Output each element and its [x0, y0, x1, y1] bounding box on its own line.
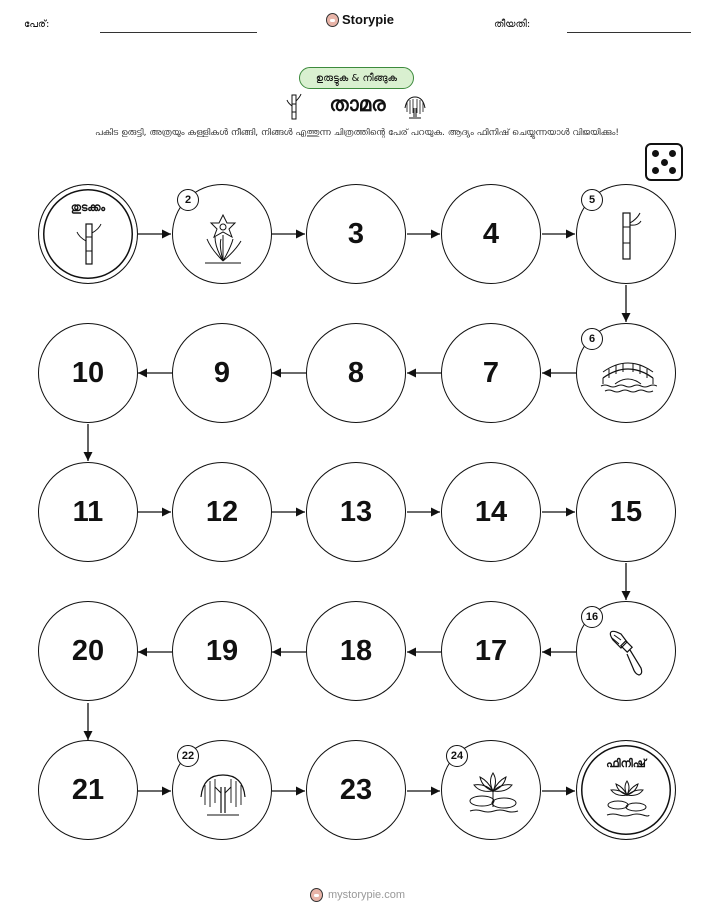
cell-number: 8	[347, 356, 365, 389]
cell-number: 23	[339, 773, 373, 806]
board-cell-4	[441, 184, 541, 284]
cell-number: 6	[581, 328, 603, 350]
board-cell-3	[306, 184, 406, 284]
cell-number: 5	[581, 189, 603, 211]
board-cell-19	[172, 601, 272, 701]
cell-number: 22	[177, 745, 199, 767]
cell-number: 20	[71, 634, 105, 667]
bamboo-icon	[74, 221, 104, 265]
lotus-icon	[466, 769, 520, 815]
cell-number: 14	[474, 495, 508, 528]
cell-number: 9	[213, 356, 231, 389]
cell-number: 11	[72, 495, 104, 528]
board-cell-18	[306, 601, 406, 701]
board-cell-8	[306, 323, 406, 423]
instructions: പകിട ഉരുട്ടി, അത്രയും കള്ളികൾ നീങ്ങി, നിങ്ങൾ എത്തുന്ന ചിത്രത്തിന്റെ പേര് പറയുക. ആദ്യം ഫിനിഷ് ചെയ്യുന്നയാൾ വിജയിക്കും!	[95, 128, 619, 138]
cell-number: 4	[482, 217, 500, 250]
footer	[310, 888, 405, 902]
board-cell-22	[172, 740, 272, 840]
start-label: തുടക്കം	[70, 201, 106, 214]
board-cell-6	[576, 323, 676, 423]
daffodil-icon	[201, 209, 245, 265]
date-label: തീയതി:	[494, 19, 531, 30]
bridge-icon	[599, 356, 657, 394]
paintbrush-icon	[607, 628, 647, 680]
board-cell-15	[576, 462, 676, 562]
board-cell-21	[38, 740, 138, 840]
cell-number: 15	[609, 495, 643, 528]
board-cell-13	[306, 462, 406, 562]
finish-label: ഫിനിഷ്	[606, 757, 646, 770]
board-cell-9	[172, 323, 272, 423]
willow-tree-icon	[197, 771, 249, 819]
cell-number: 18	[339, 634, 373, 667]
board-cell-7	[441, 323, 541, 423]
board-cell-12	[172, 462, 272, 562]
board-cell-2	[172, 184, 272, 284]
lotus-icon	[604, 777, 650, 819]
cell-number: 16	[581, 606, 603, 628]
board-cell-24	[441, 740, 541, 840]
bear-mascot-icon	[310, 888, 323, 902]
start-cell	[38, 184, 138, 284]
cell-number: 3	[347, 217, 365, 250]
board-cell-14	[441, 462, 541, 562]
board-cell-10	[38, 323, 138, 423]
footer-site[interactable]: mystorypie.com	[328, 889, 406, 901]
name-label: പേര്:	[24, 19, 50, 30]
cell-number: 21	[71, 773, 105, 806]
board-cell-23	[306, 740, 406, 840]
finish-cell	[576, 740, 676, 840]
brand-name: Storypie	[342, 12, 395, 27]
cell-number: 19	[205, 634, 239, 667]
cell-number: 10	[71, 356, 105, 389]
cell-number: 12	[205, 495, 239, 528]
cell-number: 13	[339, 495, 373, 528]
board-cell-17	[441, 601, 541, 701]
board-cell-16	[576, 601, 676, 701]
cell-number: 24	[446, 745, 468, 767]
cell-number: 2	[177, 189, 199, 211]
board-cell-20	[38, 601, 138, 701]
board-cell-5	[576, 184, 676, 284]
cell-number: 7	[482, 356, 500, 389]
board-cell-11	[38, 462, 138, 562]
page-title: താമര	[329, 92, 386, 116]
cell-number: 17	[474, 634, 508, 667]
game-type-badge: ഉരുട്ടുക & നീങ്ങുക	[299, 67, 414, 89]
bamboo-icon	[612, 209, 642, 261]
